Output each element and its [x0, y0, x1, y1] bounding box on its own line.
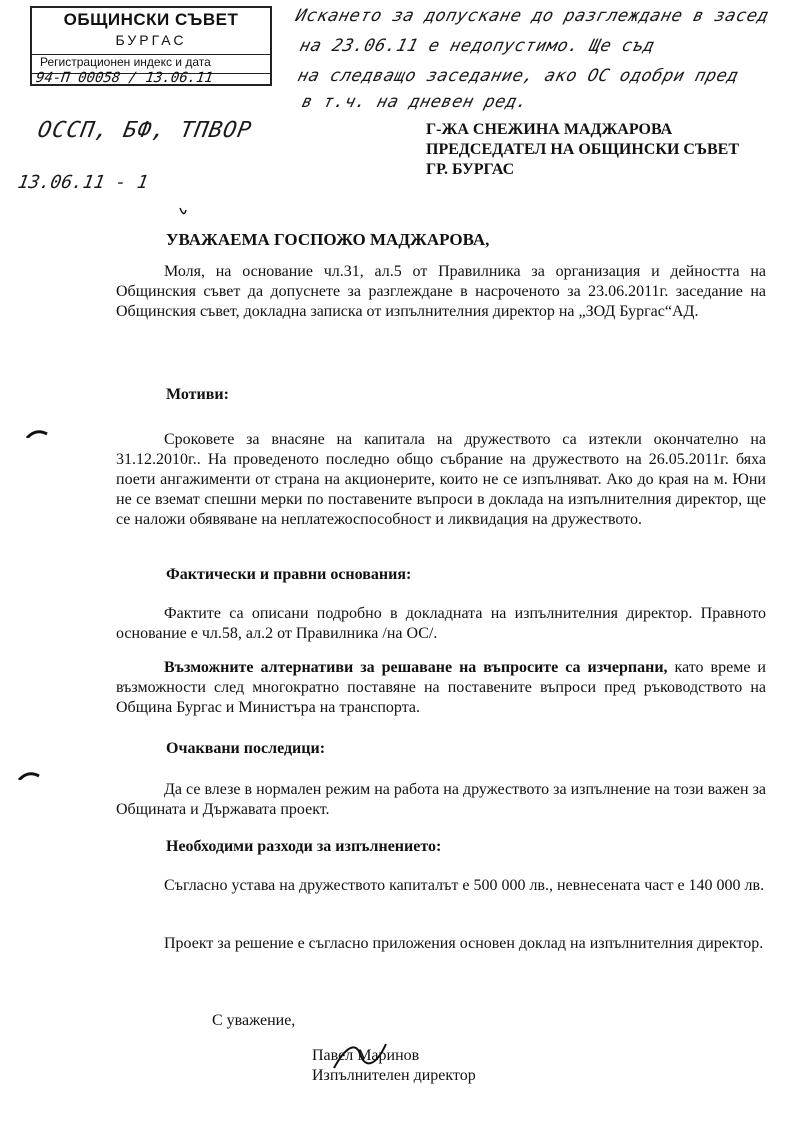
alternatives-text: като време и възможности след многократно поставяне на поставените въпроси пред ръководството на Община Бургас и Министъра на транспорта.: [116, 659, 766, 716]
addressee-position: ПРЕДСЕДАТЕЛ НА ОБЩИНСКИ СЪВЕТ: [426, 141, 740, 158]
motives-heading: Мотиви:: [166, 386, 229, 403]
grounds-paragraph: [116, 604, 766, 644]
costs-heading: Необходими разходи за изпълнението:: [166, 838, 442, 855]
consequences-paragraph: [116, 780, 766, 820]
motives-paragraph: [116, 430, 766, 530]
alternatives-paragraph: [116, 658, 766, 718]
addressee-name: Г-ЖА СНЕЖИНА МАДЖАРОВА: [426, 121, 673, 138]
stamp-label: Регистрационен индекс и дата: [40, 55, 211, 69]
alternatives-bold-text: Възможните алтернативи за решаване на въпросите са изчерпани,: [164, 659, 668, 676]
costs-paragraph: [116, 876, 766, 896]
costs-text: Съгласно устава на дружеството капиталът е 500 000 лв., невнесената част е 140 000 лв.: [164, 877, 765, 894]
registration-stamp: [30, 6, 272, 86]
signatory-title: Изпълнителен директор: [312, 1067, 476, 1084]
handwritten-refs: ОССП, БФ, ТПВОР: [35, 118, 254, 143]
addressee-block: [426, 120, 739, 180]
handwritten-date: 13.06.11 - 1: [16, 172, 150, 193]
stamp-org: ОБЩИНСКИ СЪВЕТ: [63, 10, 239, 29]
handwritten-note-line: на следващо заседание, ако ОС одобри пред: [295, 66, 741, 86]
handwritten-note-line: Искането за допускане до разглеждане в засед: [293, 6, 771, 26]
request-paragraph: [116, 262, 766, 322]
punch-hole-mark-icon: [26, 428, 48, 438]
consequences-text: Да се влезе в нормален режим на работа на дружеството за изпълнение на този важен за Общината и Държавата проект.: [116, 781, 766, 818]
ink-mark-icon: [178, 206, 188, 220]
stamp-city: БУРГАС: [115, 32, 187, 48]
draft-text: Проект за решение е съгласно приложения основен доклад на изпълнителния директор.: [164, 935, 764, 952]
handwritten-note-line: на 23.06.11 е недопустимо. Ще съд: [297, 36, 657, 56]
punch-hole-mark-icon: [18, 770, 40, 780]
consequences-heading: Очаквани последици:: [166, 740, 326, 757]
handwritten-note-line: в т.ч. на дневен ред.: [299, 92, 530, 112]
request-text: Моля, на основание чл.31, ал.5 от Правилника за организация и дейността на Общинския съвет да допуснете за разглеждане в насроченото за 23.06.2011г. заседание на Общинския съвет, докладна записка от изпълнителния директор на „ЗОД Бургас“АД.: [116, 263, 766, 320]
closing: С уважение,: [212, 1012, 296, 1029]
signatory-name: Павел Маринов: [312, 1047, 420, 1064]
greeting: УВАЖАЕМА ГОСПОЖО МАДЖАРОВА,: [166, 230, 490, 249]
signature-scribble-icon: [330, 1040, 390, 1074]
addressee-city: ГР. БУРГАС: [426, 161, 515, 178]
stamp-reg-number: 94-П 00058 / 13.06.11: [34, 70, 215, 86]
draft-paragraph: [116, 934, 766, 954]
motives-text: Сроковете за внасяне на капитала на дружеството са изтекли окончателно на 31.12.2010г.. На проведеното последно общо събрание на дружеството на 26.05.2011г. бяха поети ангажименти от страна на акционерите, които не се изпълняват. Ако до края на м. Юни не се вземат спешни мерки по поставените въпроси в доклада на изпълнителния директор, ще се наложи обявяване на неплатежоспособност и ликвидация на дружеството.: [116, 431, 766, 528]
grounds-heading: Фактически и правни основания:: [166, 566, 412, 583]
grounds-text: Фактите са описани подробно в докладната на изпълнителния директор. Правното основание е чл.58, ал.2 от Правилника /на ОС/.: [116, 605, 766, 642]
